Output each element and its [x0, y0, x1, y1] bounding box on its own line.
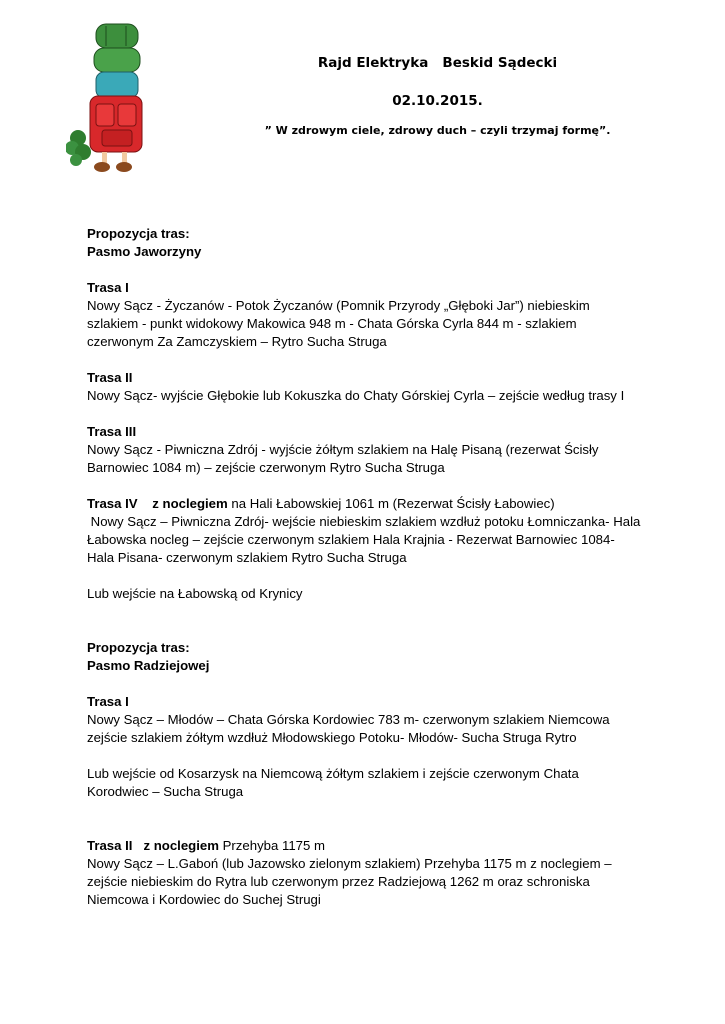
section1-subheading: Pasmo Jaworzyny	[87, 244, 202, 259]
page-title: Rajd Elektryka Beskid Sądecki	[317, 55, 558, 71]
backpack-hiker-icon	[66, 20, 146, 175]
route-r2-heading	[87, 837, 647, 855]
route-1-line: Nowy Sącz - Życzanów - Potok Życzanów (Pomnik Przyrody „Głęboki Jar”) niebieskim	[87, 298, 590, 313]
route-4-line: Łabowska nocleg – zejście czerwonym szlakiem Hala Krajnia - Rezerwat Barnowiec 1084-	[87, 532, 615, 547]
route-4-name: Trasa IV	[87, 496, 138, 511]
route-r1-note: Lub wejście od Kosarzysk na Niemcową żółtym szlakiem i zejście czerwonym Chata	[87, 766, 579, 781]
route-r2-line: Niemcowa i Kordowiec do Suchej Strugi	[87, 892, 321, 907]
route-2-name: Trasa II	[87, 370, 133, 385]
section1-heading: Propozycja tras:	[87, 226, 190, 241]
route-r2-line: Nowy Sącz – L.Gaboń (lub Jazowsko zielonym szlakiem) Przehyba 1175 m z noclegiem –	[87, 856, 612, 871]
route-r1-note: Korodwiec – Sucha Struga	[87, 784, 244, 799]
motto: ” W zdrowym ciele, zdrowy duch – czyli trzymaj formę”.	[264, 124, 611, 137]
route-3-line: Nowy Sącz - Piwniczna Zdrój - wyjście żółtym szlakiem na Halę Pisaną (rezerwat Ścisły	[87, 442, 599, 457]
event-date: 02.10.2015.	[392, 93, 483, 109]
route-r2-suffix: z noclegiem	[143, 838, 219, 853]
route-r2-rest: Przehyba 1175 m	[218, 838, 325, 853]
route-3-line: Barnowiec 1084 m) – zejście czerwonym Rytro Sucha Struga	[87, 460, 445, 475]
route-1-line: szlakiem - punkt widokowy Makowica 948 m - Chata Górska Cyrla 844 m - szlakiem	[87, 316, 577, 331]
route-4-rest: na Hali Łabowskiej 1061 m (Rezerwat Ścisły Łabowiec)	[227, 496, 555, 511]
section1-note: Lub wejście na Łabowską od Krynicy	[87, 586, 303, 601]
route-3-name: Trasa III	[87, 424, 137, 439]
route-1-line: czerwonym Za Zamczyskiem – Rytro Sucha Struga	[87, 334, 387, 349]
document-body	[87, 225, 647, 909]
route-4-heading	[87, 495, 647, 513]
route-1-name: Trasa I	[87, 280, 129, 295]
route-r2-name: Trasa II	[87, 838, 133, 853]
route-r1-line: Nowy Sącz – Młodów – Chata Górska Kordowiec 783 m- czerwonym szlakiem Niemcowa	[87, 712, 610, 727]
route-4-line: Nowy Sącz – Piwniczna Zdrój- wejście niebieskim szlakiem wzdłuż potoku Łomniczanka- Hala	[87, 514, 641, 529]
route-4-line: Hala Pisana- czerwonym szlakiem Rytro Sucha Struga	[87, 550, 407, 565]
route-r1-line: zejście szlakiem żółtym wzdłuż Młodowskiego Potoku- Młodów- Sucha Struga Rytro	[87, 730, 577, 745]
section2-heading: Propozycja tras:	[87, 640, 190, 655]
route-r2-line: zejście niebieskim do Rytra lub czerwonym przez Radziejową 1262 m oraz schroniska	[87, 874, 590, 889]
route-r1-name: Trasa I	[87, 694, 129, 709]
section2-subheading: Pasmo Radziejowej	[87, 658, 210, 673]
route-2-line: Nowy Sącz- wyjście Głębokie lub Kokuszka do Chaty Górskiej Cyrla – zejście według trasy I	[87, 388, 625, 403]
route-4-suffix: z noclegiem	[152, 496, 228, 511]
backpack-hiker-logo	[66, 20, 146, 175]
